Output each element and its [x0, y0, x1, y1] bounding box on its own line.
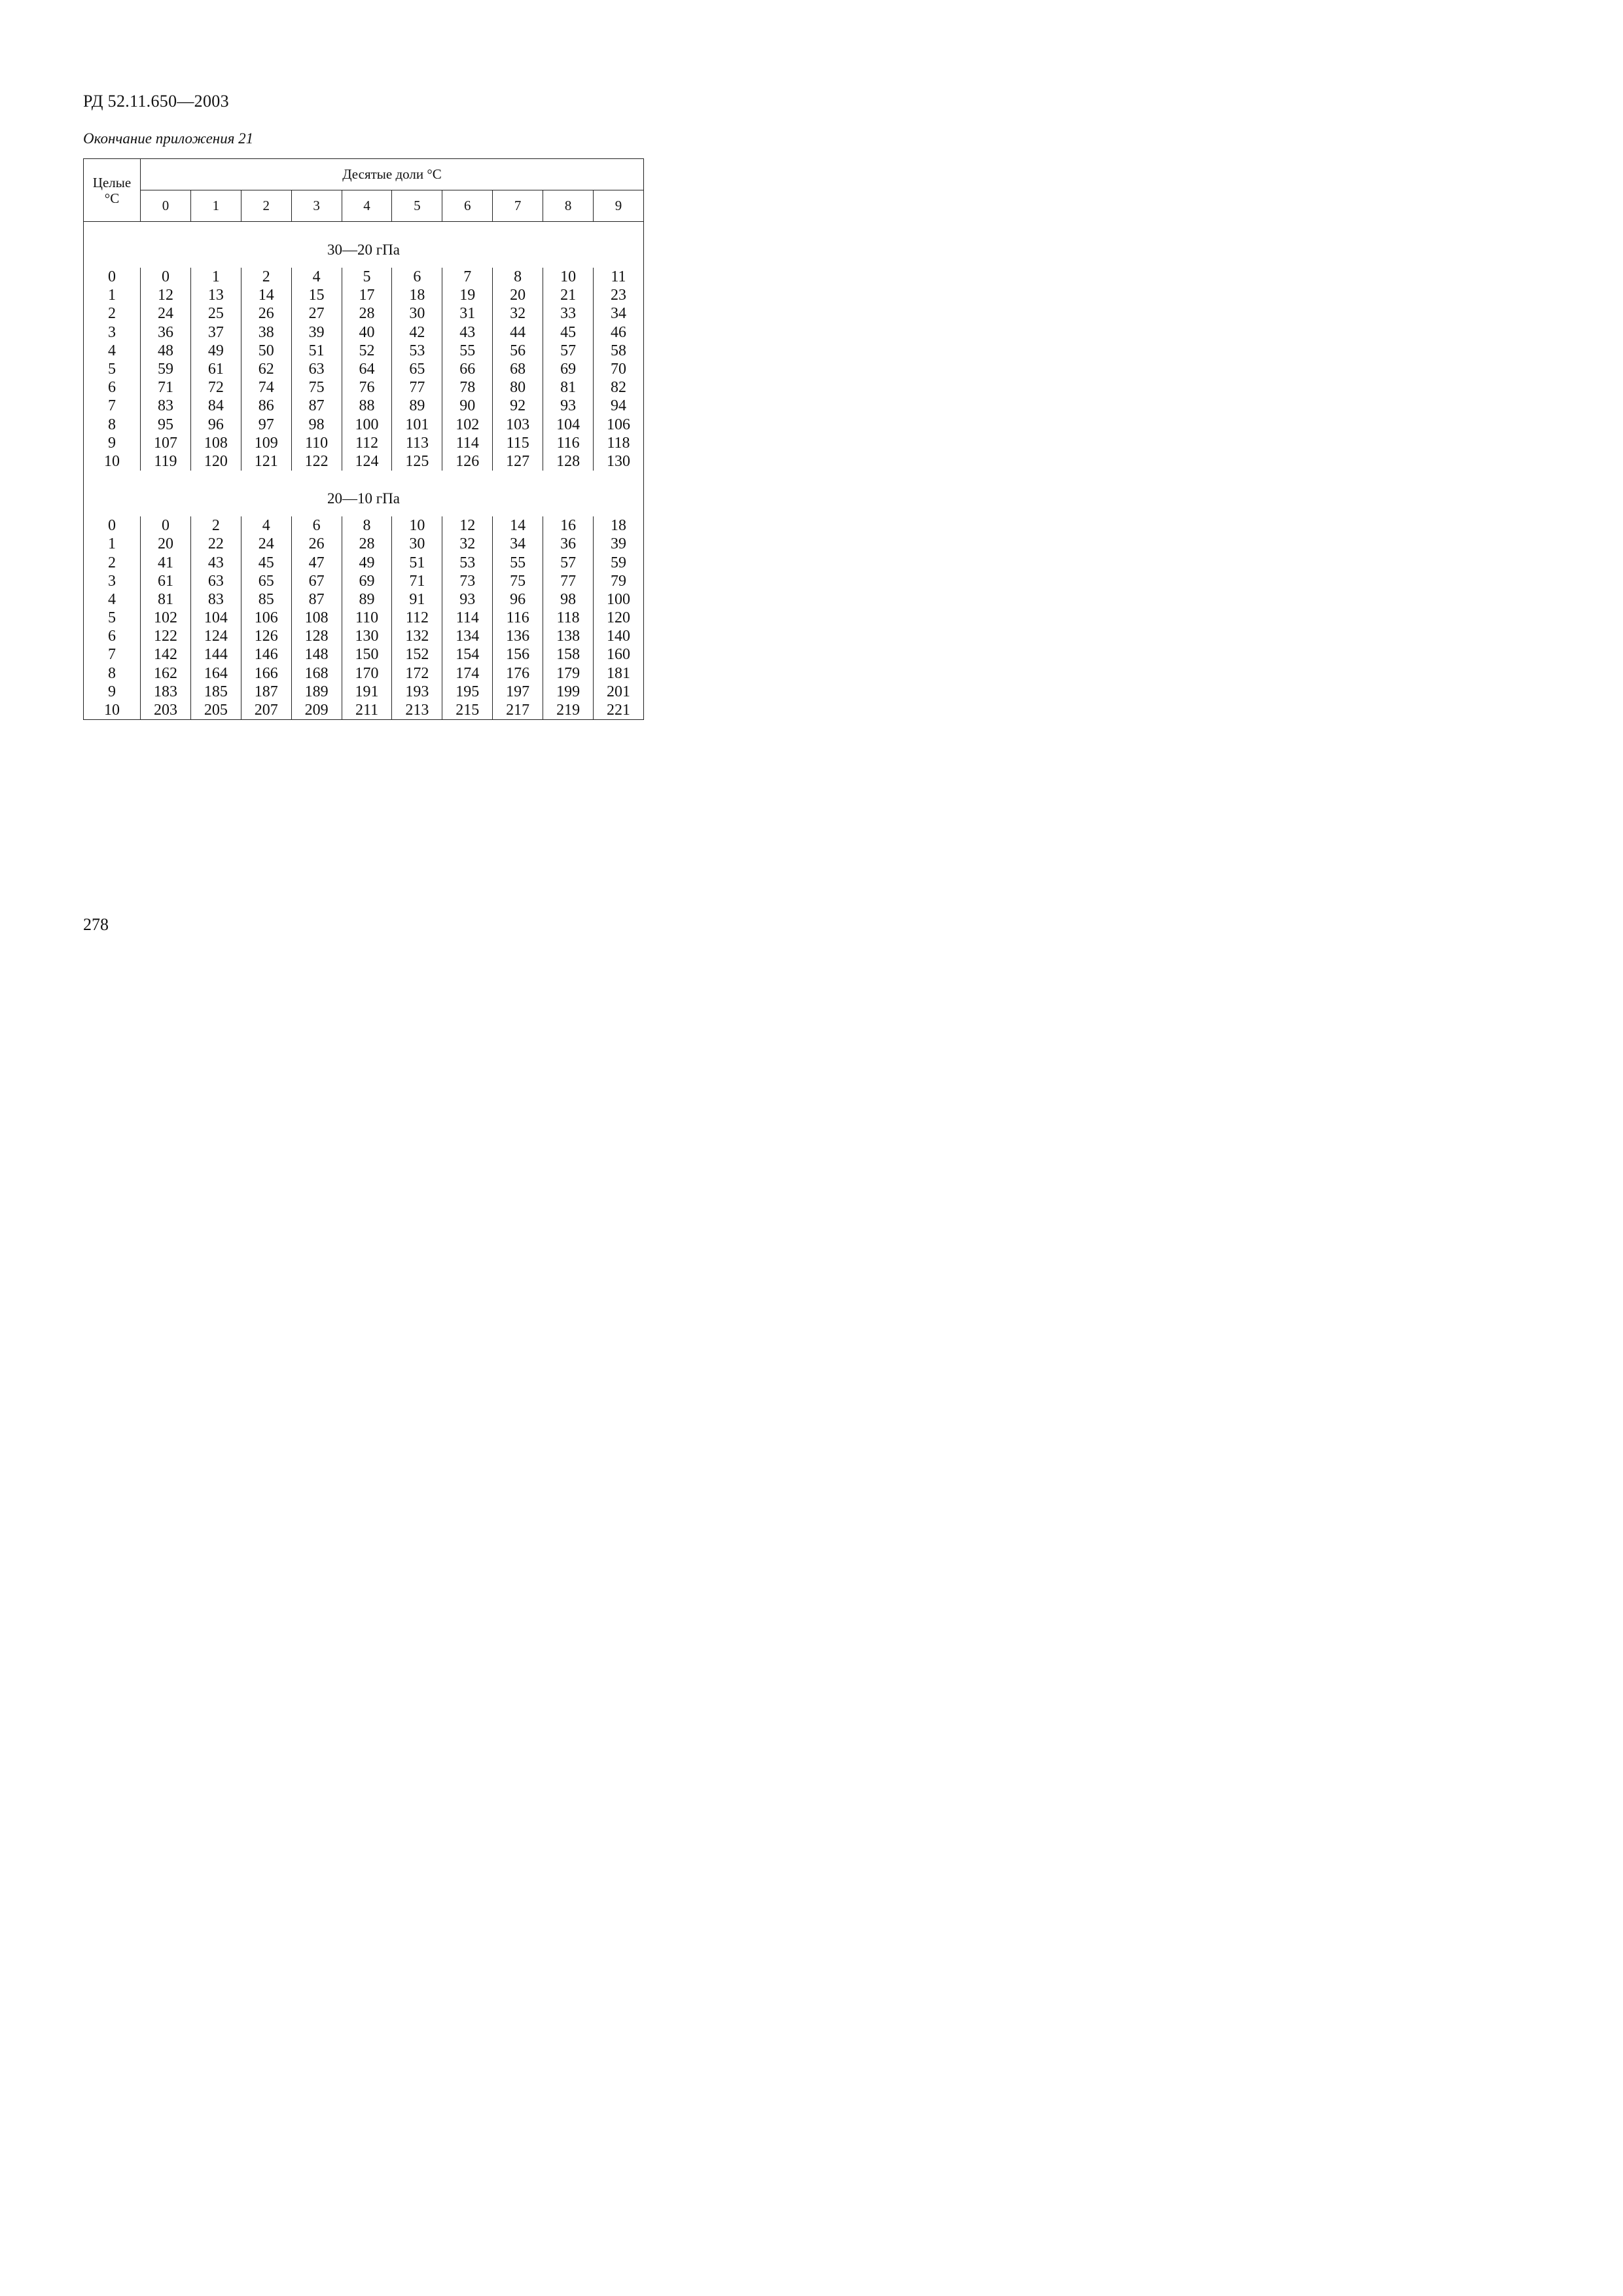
value-cell: 168 [291, 664, 342, 683]
value-cell: 87 [291, 397, 342, 415]
value-cell: 205 [190, 701, 241, 720]
digit-header-1: 1 [190, 190, 241, 222]
value-cell: 82 [594, 378, 644, 397]
value-cell: 10 [543, 268, 594, 286]
value-cell: 45 [543, 323, 594, 342]
value-cell: 106 [241, 609, 291, 627]
value-cell: 51 [392, 553, 442, 571]
table-row [84, 378, 644, 397]
value-cell: 87 [291, 590, 342, 609]
value-cell: 122 [141, 627, 191, 645]
integer-degree-cell: 9 [84, 683, 141, 701]
value-cell: 89 [392, 397, 442, 415]
value-cell: 91 [392, 590, 442, 609]
value-cell: 53 [392, 342, 442, 360]
value-cell: 113 [392, 434, 442, 452]
value-cell: 211 [342, 701, 392, 720]
integer-degree-cell: 4 [84, 342, 141, 360]
integer-degree-cell: 2 [84, 553, 141, 571]
page-number: 278 [83, 915, 109, 934]
value-cell: 69 [342, 572, 392, 590]
value-cell: 203 [141, 701, 191, 720]
value-cell: 119 [141, 452, 191, 471]
table-row [84, 683, 644, 701]
value-cell: 120 [594, 609, 644, 627]
integer-degree-cell: 3 [84, 323, 141, 342]
value-cell: 27 [291, 304, 342, 323]
table-row [84, 535, 644, 553]
value-cell: 64 [342, 360, 392, 378]
value-cell: 89 [342, 590, 392, 609]
table-row [84, 434, 644, 452]
value-cell: 32 [442, 535, 493, 553]
value-cell: 176 [493, 664, 543, 683]
table-row [84, 452, 644, 471]
value-cell: 15 [291, 286, 342, 304]
table-row [84, 342, 644, 360]
value-cell: 1 [190, 268, 241, 286]
value-cell: 148 [291, 645, 342, 664]
value-cell: 43 [190, 553, 241, 571]
value-cell: 56 [493, 342, 543, 360]
value-cell: 21 [543, 286, 594, 304]
conversion-table [83, 158, 643, 721]
value-cell: 150 [342, 645, 392, 664]
value-cell: 166 [241, 664, 291, 683]
section-spacer [84, 510, 644, 516]
value-cell: 30 [392, 304, 442, 323]
value-cell: 55 [442, 342, 493, 360]
value-cell: 219 [543, 701, 594, 720]
value-cell: 179 [543, 664, 594, 683]
table-row [84, 645, 644, 664]
pressure-section [84, 471, 644, 720]
value-cell: 16 [543, 516, 594, 535]
value-cell: 42 [392, 323, 442, 342]
value-cell: 104 [543, 416, 594, 434]
value-cell: 31 [442, 304, 493, 323]
table-row [84, 268, 644, 286]
value-cell: 5 [342, 268, 392, 286]
digit-header-7: 7 [493, 190, 543, 222]
value-cell: 142 [141, 645, 191, 664]
value-cell: 154 [442, 645, 493, 664]
value-cell: 49 [190, 342, 241, 360]
value-cell: 34 [493, 535, 543, 553]
value-cell: 24 [241, 535, 291, 553]
value-cell: 22 [190, 535, 241, 553]
integer-degree-cell: 3 [84, 572, 141, 590]
value-cell: 156 [493, 645, 543, 664]
value-cell: 73 [442, 572, 493, 590]
value-cell: 160 [594, 645, 644, 664]
value-cell: 25 [190, 304, 241, 323]
digit-header-2: 2 [241, 190, 291, 222]
section-spacer [84, 261, 644, 268]
value-cell: 63 [190, 572, 241, 590]
value-cell: 38 [241, 323, 291, 342]
value-cell: 0 [141, 516, 191, 535]
value-cell: 187 [241, 683, 291, 701]
digit-header-row [84, 190, 644, 222]
value-cell: 191 [342, 683, 392, 701]
value-cell: 96 [493, 590, 543, 609]
value-cell: 41 [141, 553, 191, 571]
integer-degree-cell: 9 [84, 434, 141, 452]
value-cell: 47 [291, 553, 342, 571]
value-cell: 93 [543, 397, 594, 415]
value-cell: 61 [141, 572, 191, 590]
value-cell: 66 [442, 360, 493, 378]
value-cell: 20 [141, 535, 191, 553]
integer-degree-cell: 10 [84, 701, 141, 720]
value-cell: 2 [241, 268, 291, 286]
value-cell: 24 [141, 304, 191, 323]
value-cell: 4 [291, 268, 342, 286]
value-cell: 195 [442, 683, 493, 701]
value-cell: 52 [342, 342, 392, 360]
value-cell: 7 [442, 268, 493, 286]
value-cell: 122 [291, 452, 342, 471]
digit-header-6: 6 [442, 190, 493, 222]
value-cell: 95 [141, 416, 191, 434]
value-cell: 68 [493, 360, 543, 378]
value-cell: 40 [342, 323, 392, 342]
value-cell: 112 [342, 434, 392, 452]
value-cell: 12 [442, 516, 493, 535]
table-caption: Окончание приложения 21 [83, 130, 254, 147]
digit-header-4: 4 [342, 190, 392, 222]
value-cell: 118 [594, 434, 644, 452]
table-row [84, 609, 644, 627]
value-cell: 130 [342, 627, 392, 645]
value-cell: 127 [493, 452, 543, 471]
value-cell: 199 [543, 683, 594, 701]
value-cell: 100 [594, 590, 644, 609]
value-cell: 71 [392, 572, 442, 590]
integer-degree-cell: 6 [84, 378, 141, 397]
integer-degree-cell: 1 [84, 535, 141, 553]
value-cell: 125 [392, 452, 442, 471]
value-cell: 103 [493, 416, 543, 434]
value-cell: 207 [241, 701, 291, 720]
value-cell: 126 [442, 452, 493, 471]
value-cell: 58 [594, 342, 644, 360]
value-cell: 23 [594, 286, 644, 304]
value-cell: 81 [543, 378, 594, 397]
value-cell: 51 [291, 342, 342, 360]
value-cell: 81 [141, 590, 191, 609]
value-cell: 74 [241, 378, 291, 397]
integer-degree-cell: 4 [84, 590, 141, 609]
value-cell: 134 [442, 627, 493, 645]
table-row [84, 664, 644, 683]
value-cell: 39 [291, 323, 342, 342]
digit-header-5: 5 [392, 190, 442, 222]
value-cell: 126 [241, 627, 291, 645]
section-title: 30—20 гПа [84, 222, 644, 262]
value-cell: 181 [594, 664, 644, 683]
value-cell: 132 [392, 627, 442, 645]
table-row [84, 416, 644, 434]
table-row [84, 553, 644, 571]
value-cell: 102 [442, 416, 493, 434]
value-cell: 26 [291, 535, 342, 553]
integer-degree-cell: 10 [84, 452, 141, 471]
integer-degree-cell: 1 [84, 286, 141, 304]
integer-degree-cell: 5 [84, 609, 141, 627]
section-title: 20—10 гПа [84, 471, 644, 510]
value-cell: 158 [543, 645, 594, 664]
value-cell: 124 [342, 452, 392, 471]
value-cell: 61 [190, 360, 241, 378]
value-cell: 63 [291, 360, 342, 378]
value-cell: 18 [594, 516, 644, 535]
value-cell: 121 [241, 452, 291, 471]
integer-degree-cell: 2 [84, 304, 141, 323]
integer-degree-cell: 8 [84, 664, 141, 683]
value-cell: 189 [291, 683, 342, 701]
value-cell: 14 [241, 286, 291, 304]
value-cell: 215 [442, 701, 493, 720]
value-cell: 83 [141, 397, 191, 415]
value-cell: 78 [442, 378, 493, 397]
value-cell: 79 [594, 572, 644, 590]
integer-header-line-1: Целые [92, 174, 132, 190]
value-cell: 96 [190, 416, 241, 434]
value-cell: 185 [190, 683, 241, 701]
pressure-section [84, 222, 644, 471]
value-cell: 86 [241, 397, 291, 415]
value-cell: 217 [493, 701, 543, 720]
table-row [84, 516, 644, 535]
value-cell: 108 [291, 609, 342, 627]
value-cell: 107 [141, 434, 191, 452]
value-cell: 102 [141, 609, 191, 627]
value-cell: 174 [442, 664, 493, 683]
table-row [84, 572, 644, 590]
value-cell: 45 [241, 553, 291, 571]
value-cell: 138 [543, 627, 594, 645]
value-cell: 28 [342, 535, 392, 553]
integer-degree-cell: 6 [84, 627, 141, 645]
integer-degree-cell: 0 [84, 516, 141, 535]
value-cell: 0 [141, 268, 191, 286]
value-cell: 8 [493, 268, 543, 286]
value-cell: 109 [241, 434, 291, 452]
value-cell: 77 [543, 572, 594, 590]
value-cell: 128 [291, 627, 342, 645]
value-cell: 88 [342, 397, 392, 415]
table-row [84, 360, 644, 378]
value-cell: 209 [291, 701, 342, 720]
value-cell: 10 [392, 516, 442, 535]
value-cell: 13 [190, 286, 241, 304]
value-cell: 28 [342, 304, 392, 323]
value-cell: 4 [241, 516, 291, 535]
table-row [84, 701, 644, 720]
value-cell: 83 [190, 590, 241, 609]
value-cell: 49 [342, 553, 392, 571]
value-cell: 128 [543, 452, 594, 471]
value-cell: 6 [392, 268, 442, 286]
value-cell: 140 [594, 627, 644, 645]
value-cell: 65 [392, 360, 442, 378]
value-cell: 114 [442, 609, 493, 627]
value-cell: 120 [190, 452, 241, 471]
value-cell: 98 [543, 590, 594, 609]
value-cell: 93 [442, 590, 493, 609]
value-cell: 39 [594, 535, 644, 553]
integer-degree-cell: 8 [84, 416, 141, 434]
value-cell: 48 [141, 342, 191, 360]
integer-degree-cell: 0 [84, 268, 141, 286]
value-cell: 110 [291, 434, 342, 452]
value-cell: 100 [342, 416, 392, 434]
digit-header-0: 0 [141, 190, 191, 222]
digit-header-9: 9 [594, 190, 644, 222]
table-row [84, 590, 644, 609]
value-cell: 55 [493, 553, 543, 571]
value-cell: 162 [141, 664, 191, 683]
value-cell: 59 [141, 360, 191, 378]
value-cell: 164 [190, 664, 241, 683]
value-cell: 92 [493, 397, 543, 415]
value-cell: 50 [241, 342, 291, 360]
value-cell: 172 [392, 664, 442, 683]
value-cell: 94 [594, 397, 644, 415]
value-cell: 57 [543, 553, 594, 571]
tenths-header: Десятые доли °C [141, 159, 644, 190]
value-cell: 115 [493, 434, 543, 452]
value-cell: 118 [543, 609, 594, 627]
value-cell: 72 [190, 378, 241, 397]
value-cell: 69 [543, 360, 594, 378]
value-cell: 17 [342, 286, 392, 304]
value-cell: 11 [594, 268, 644, 286]
value-cell: 57 [543, 342, 594, 360]
value-cell: 90 [442, 397, 493, 415]
value-cell: 183 [141, 683, 191, 701]
value-cell: 2 [190, 516, 241, 535]
value-cell: 36 [543, 535, 594, 553]
document-code: РД 52.11.650—2003 [83, 92, 229, 111]
value-cell: 44 [493, 323, 543, 342]
value-cell: 130 [594, 452, 644, 471]
table-grid [83, 158, 644, 720]
value-cell: 67 [291, 572, 342, 590]
value-cell: 152 [392, 645, 442, 664]
value-cell: 77 [392, 378, 442, 397]
value-cell: 101 [392, 416, 442, 434]
value-cell: 110 [342, 609, 392, 627]
value-cell: 37 [190, 323, 241, 342]
value-cell: 85 [241, 590, 291, 609]
value-cell: 84 [190, 397, 241, 415]
integer-degree-cell: 7 [84, 645, 141, 664]
value-cell: 201 [594, 683, 644, 701]
integer-degree-cell: 5 [84, 360, 141, 378]
value-cell: 97 [241, 416, 291, 434]
table-row [84, 286, 644, 304]
digit-header-3: 3 [291, 190, 342, 222]
value-cell: 59 [594, 553, 644, 571]
value-cell: 98 [291, 416, 342, 434]
value-cell: 136 [493, 627, 543, 645]
table-row [84, 304, 644, 323]
integer-header-line-2: °C [104, 190, 120, 206]
value-cell: 18 [392, 286, 442, 304]
value-cell: 106 [594, 416, 644, 434]
value-cell: 75 [291, 378, 342, 397]
value-cell: 46 [594, 323, 644, 342]
table-row [84, 397, 644, 415]
value-cell: 124 [190, 627, 241, 645]
value-cell: 104 [190, 609, 241, 627]
value-cell: 112 [392, 609, 442, 627]
value-cell: 26 [241, 304, 291, 323]
value-cell: 221 [594, 701, 644, 720]
value-cell: 116 [543, 434, 594, 452]
table-row [84, 627, 644, 645]
value-cell: 71 [141, 378, 191, 397]
value-cell: 213 [392, 701, 442, 720]
value-cell: 34 [594, 304, 644, 323]
value-cell: 33 [543, 304, 594, 323]
value-cell: 144 [190, 645, 241, 664]
value-cell: 36 [141, 323, 191, 342]
integer-degree-cell: 7 [84, 397, 141, 415]
digit-header-8: 8 [543, 190, 594, 222]
value-cell: 146 [241, 645, 291, 664]
value-cell: 53 [442, 553, 493, 571]
value-cell: 20 [493, 286, 543, 304]
value-cell: 193 [392, 683, 442, 701]
value-cell: 8 [342, 516, 392, 535]
value-cell: 65 [241, 572, 291, 590]
value-cell: 75 [493, 572, 543, 590]
value-cell: 30 [392, 535, 442, 553]
value-cell: 116 [493, 609, 543, 627]
value-cell: 14 [493, 516, 543, 535]
value-cell: 108 [190, 434, 241, 452]
value-cell: 170 [342, 664, 392, 683]
value-cell: 32 [493, 304, 543, 323]
value-cell: 76 [342, 378, 392, 397]
table-row [84, 323, 644, 342]
value-cell: 70 [594, 360, 644, 378]
value-cell: 12 [141, 286, 191, 304]
value-cell: 62 [241, 360, 291, 378]
value-cell: 19 [442, 286, 493, 304]
value-cell: 80 [493, 378, 543, 397]
value-cell: 6 [291, 516, 342, 535]
integer-degrees-header [84, 159, 141, 222]
value-cell: 43 [442, 323, 493, 342]
value-cell: 197 [493, 683, 543, 701]
value-cell: 114 [442, 434, 493, 452]
table-header [84, 159, 644, 222]
